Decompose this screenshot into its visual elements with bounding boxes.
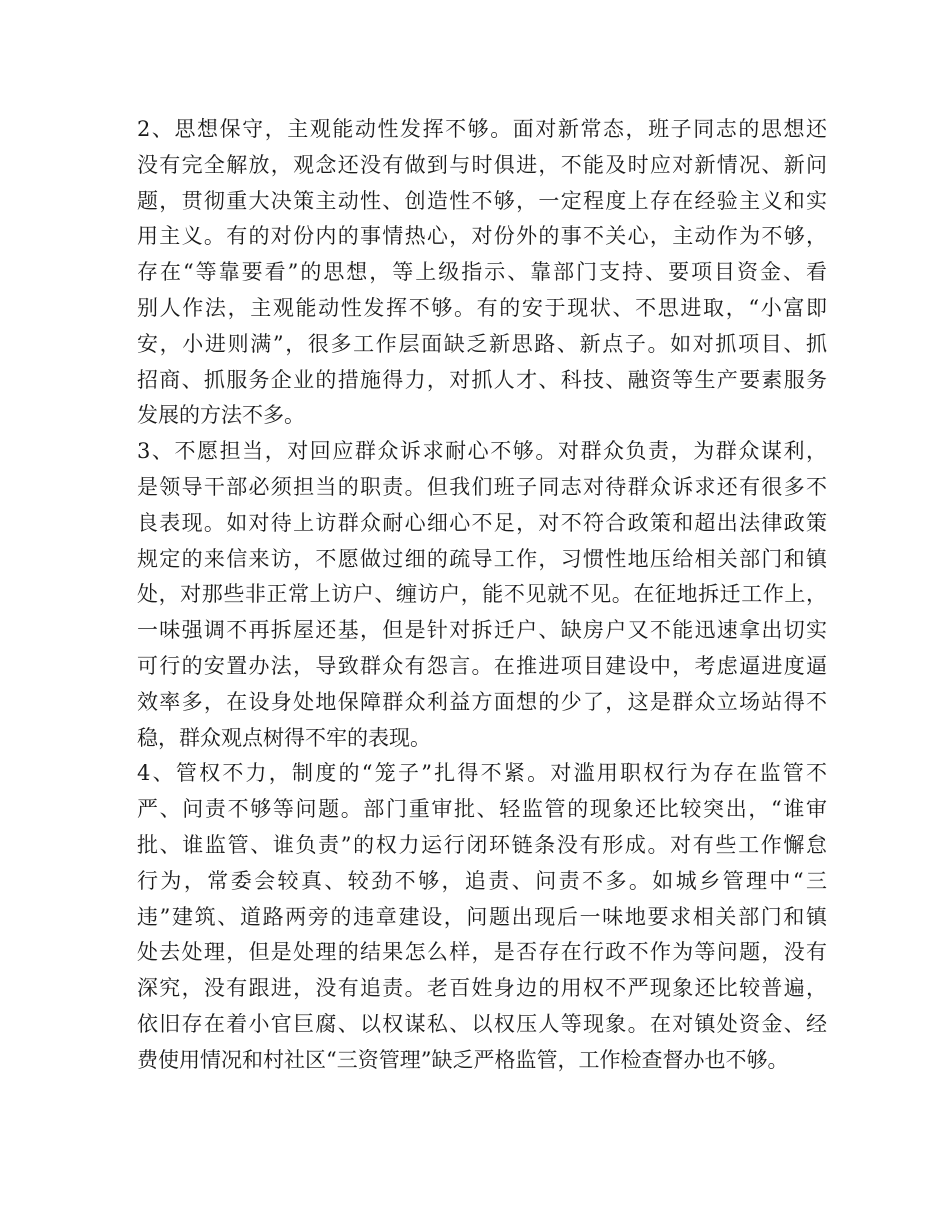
text-line: 良表现。如对待上访群众耐心细心不足，对不符合政策和超出法律政策 (137, 510, 827, 535)
text-line: 违”建筑、道路两旁的违章建设，问题出现后一味地要求相关部门和镇 (137, 904, 827, 929)
text-line: 依旧存在着小官巨腐、以权谋私、以权压人等现象。在对镇处资金、经 (137, 1011, 827, 1036)
text-line: 费使用情况和村社区“三资管理”缺乏严格监管，工作检查督办也不够。 (137, 1047, 789, 1072)
text-line: 3、不愿担当，对回应群众诉求耐心不够。对群众负责，为群众谋利， (137, 439, 827, 464)
text-line: 没有完全解放，观念还没有做到与时俱进，不能及时应对新情况、新问 (137, 152, 827, 177)
text-line: 稳，群众观点树得不牢的表现。 (137, 725, 431, 750)
text-line: 严、问责不够等问题。部门重审批、轻监管的现象还比较突出，“谁审 (137, 797, 827, 822)
text-line: 发展的方法不多。 (137, 403, 305, 428)
text-line: 是领导干部必须担当的职责。但我们班子同志对待群众诉求还有很多不 (137, 474, 827, 499)
text-line: 招商、抓服务企业的措施得力，对抓人才、科技、融资等生产要素服务 (137, 367, 827, 392)
text-line: 别人作法，主观能动性发挥不够。有的安于现状、不思进取，“小富即 (137, 295, 827, 320)
text-line: 安，小进则满”，很多工作层面缺乏新思路、新点子。如对抓项目、抓 (137, 331, 827, 356)
text-line: 批、谁监管、谁负责”的权力运行闭环链条没有形成。对有些工作懈怠 (137, 832, 827, 857)
text-line: 可行的安置办法，导致群众有怨言。在推进项目建设中，考虑逼进度逼 (137, 653, 827, 678)
text-line: 用主义。有的对份内的事情热心，对份外的事不关心，主动作为不够， (137, 224, 827, 249)
text-line: 规定的来信来访，不愿做过细的疏导工作，习惯性地压给相关部门和镇 (137, 546, 827, 571)
text-line: 行为，常委会较真、较劲不够，追责、问责不多。如城乡管理中“三 (137, 868, 827, 893)
text-line: 一味强调不再拆屋还基，但是针对拆迁户、缺房户又不能迅速拿出切实 (137, 618, 827, 643)
text-line: 处，对那些非正常上访户、缠访户，能不见就不见。在征地拆迁工作上， (137, 582, 827, 607)
text-line: 存在“等靠要看”的思想，等上级指示、靠部门支持、要项目资金、看 (137, 260, 827, 285)
text-line: 2、思想保守，主观能动性发挥不够。面对新常态，班子同志的思想还 (137, 117, 827, 141)
text-line: 处去处理，但是处理的结果怎么样，是否存在行政不作为等问题，没有 (137, 940, 827, 965)
text-line: 深究，没有跟进，没有追责。老百姓身边的用权不严现象还比较普遍， (137, 976, 827, 1001)
document-body (137, 112, 827, 1079)
text-line: 题，贯彻重大决策主动性、创造性不够，一定程度上存在经验主义和实 (137, 188, 827, 213)
text-line: 4、管权不力，制度的“笼子”扎得不紧。对滥用职权行为存在监管不 (137, 761, 827, 786)
text-line: 效率多，在设身处地保障群众利益方面想的少了，这是群众立场站得不 (137, 689, 827, 714)
